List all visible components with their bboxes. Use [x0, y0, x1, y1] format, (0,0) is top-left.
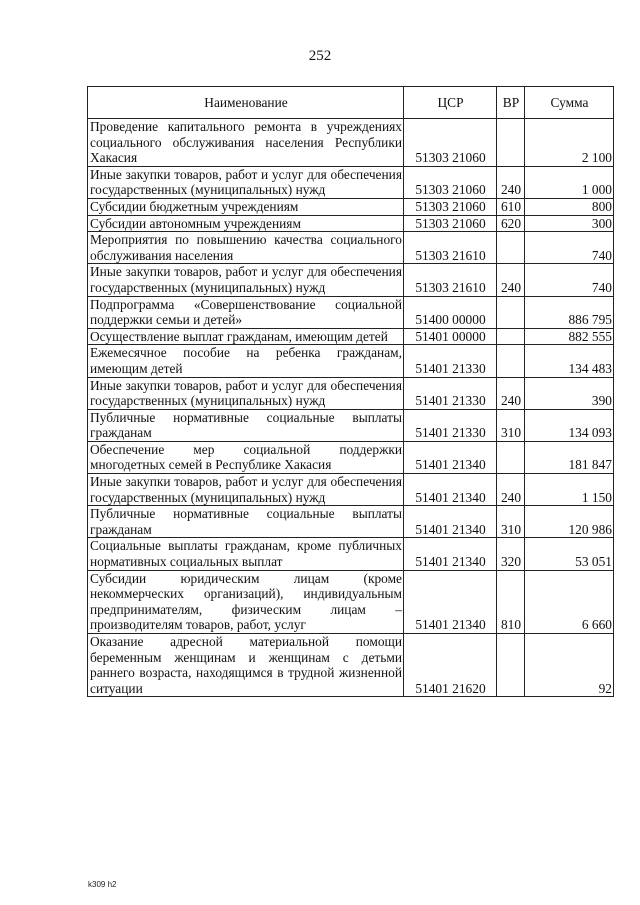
row-vr: [497, 634, 525, 697]
table-header-row: [88, 87, 614, 119]
row-vr: 240: [497, 474, 525, 506]
row-sum: 1 000: [525, 166, 614, 198]
row-csr: 51401 21620: [404, 634, 497, 697]
budget-table: [87, 86, 614, 697]
table-row: [88, 296, 614, 328]
row-sum: 882 555: [525, 328, 614, 345]
row-sum: 390: [525, 377, 614, 409]
row-csr: 51401 21340: [404, 570, 497, 633]
row-csr: 51303 21060: [404, 119, 497, 167]
row-csr: 51401 21340: [404, 441, 497, 473]
row-sum: 92: [525, 634, 614, 697]
table-row: [88, 441, 614, 473]
row-csr: 51401 21340: [404, 538, 497, 570]
row-sum: 800: [525, 198, 614, 215]
row-csr: 51303 21610: [404, 264, 497, 296]
row-sum: 6 660: [525, 570, 614, 633]
row-name: Субсидии автономным учреждениям: [88, 215, 404, 232]
row-vr: 310: [497, 409, 525, 441]
row-sum: 740: [525, 232, 614, 264]
row-csr: 51401 21330: [404, 409, 497, 441]
row-name: Ежемесячное пособие на ребенка гражданам, имеющим детей: [88, 345, 404, 377]
row-vr: [497, 328, 525, 345]
row-csr: 51401 21340: [404, 474, 497, 506]
row-vr: 620: [497, 215, 525, 232]
row-name: Иные закупки товаров, работ и услуг для обеспечения государственных (муниципальных) нужд: [88, 166, 404, 198]
row-sum: 53 051: [525, 538, 614, 570]
page-number: 252: [308, 48, 332, 64]
row-sum: 120 986: [525, 506, 614, 538]
row-csr: 51303 21060: [404, 215, 497, 232]
row-vr: 240: [497, 166, 525, 198]
table-row: [88, 474, 614, 506]
row-vr: 240: [497, 264, 525, 296]
table-row: [88, 345, 614, 377]
row-name: Иные закупки товаров, работ и услуг для обеспечения государственных (муниципальных) нужд: [88, 474, 404, 506]
row-sum: 2 100: [525, 119, 614, 167]
row-vr: [497, 119, 525, 167]
footer-code: k309 h2: [88, 880, 117, 889]
table-row: [88, 166, 614, 198]
row-name: Публичные нормативные социальные выплаты гражданам: [88, 409, 404, 441]
row-name: Оказание адресной материальной помощи беременным женщинам и женщинам с детьми раннего возраста, находящимся в трудной жизненной ситуации: [88, 634, 404, 697]
row-sum: 134 093: [525, 409, 614, 441]
row-name: Подпрограмма «Совершенствование социальной поддержки семьи и детей»: [88, 296, 404, 328]
row-name: Иные закупки товаров, работ и услуг для обеспечения государственных (муниципальных) нужд: [88, 264, 404, 296]
table-row: [88, 506, 614, 538]
row-vr: 610: [497, 198, 525, 215]
row-csr: 51303 21060: [404, 166, 497, 198]
row-name: Публичные нормативные социальные выплаты гражданам: [88, 506, 404, 538]
row-sum: 1 150: [525, 474, 614, 506]
row-vr: 320: [497, 538, 525, 570]
table-row: [88, 538, 614, 570]
row-vr: 810: [497, 570, 525, 633]
table-row: [88, 264, 614, 296]
table-row: [88, 198, 614, 215]
row-vr: [497, 441, 525, 473]
row-vr: 240: [497, 377, 525, 409]
row-csr: 51401 21340: [404, 506, 497, 538]
row-vr: [497, 232, 525, 264]
row-name: Проведение капитального ремонта в учреждениях социального обслуживания населения Республики Хакасия: [88, 119, 404, 167]
row-csr: 51401 00000: [404, 328, 497, 345]
row-csr: 51303 21610: [404, 232, 497, 264]
row-sum: 181 847: [525, 441, 614, 473]
table-row: [88, 119, 614, 167]
row-name: Обеспечение мер социальной поддержки многодетных семей в Республике Хакасия: [88, 441, 404, 473]
header-name: Наименование: [88, 87, 404, 119]
row-name: Субсидии юридическим лицам (кроме некоммерческих организаций), индивидуальным предпринимателям, физическим лицам – производителям товаров, работ, услуг: [88, 570, 404, 633]
row-csr: 51401 21330: [404, 377, 497, 409]
header-sum: Сумма: [525, 87, 614, 119]
row-csr: 51303 21060: [404, 198, 497, 215]
table-row: [88, 409, 614, 441]
row-name: Иные закупки товаров, работ и услуг для обеспечения государственных (муниципальных) нужд: [88, 377, 404, 409]
header-vr: ВР: [497, 87, 525, 119]
table-row: [88, 232, 614, 264]
row-sum: 886 795: [525, 296, 614, 328]
row-name: Социальные выплаты гражданам, кроме публичных нормативных социальных выплат: [88, 538, 404, 570]
row-sum: 300: [525, 215, 614, 232]
table-row: [88, 634, 614, 697]
row-vr: [497, 345, 525, 377]
row-name: Субсидии бюджетным учреждениям: [88, 198, 404, 215]
table-row: [88, 570, 614, 633]
row-sum: 740: [525, 264, 614, 296]
row-vr: 310: [497, 506, 525, 538]
table-row: [88, 215, 614, 232]
table-row: [88, 328, 614, 345]
row-vr: [497, 296, 525, 328]
header-csr: ЦСР: [404, 87, 497, 119]
row-name: Мероприятия по повышению качества социального обслуживания населения: [88, 232, 404, 264]
row-csr: 51401 21330: [404, 345, 497, 377]
row-sum: 134 483: [525, 345, 614, 377]
row-csr: 51400 00000: [404, 296, 497, 328]
table-row: [88, 377, 614, 409]
row-name: Осуществление выплат гражданам, имеющим детей: [88, 328, 404, 345]
